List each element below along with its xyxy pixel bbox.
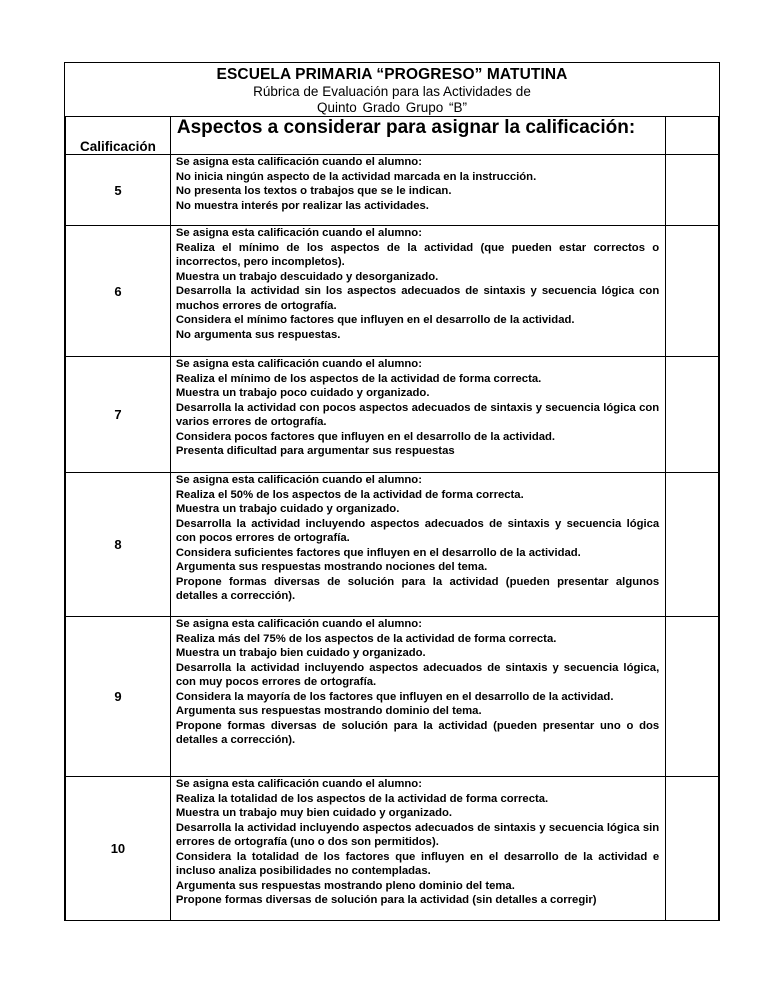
description-line: Desarrolla la actividad incluyendo aspectos adecuados de sintaxis y secuencia lógica, con muy pocos errores de ortografía.: [175, 661, 660, 688]
description-line: Se asigna esta calificación cuando el alumno:: [175, 618, 422, 630]
description-line: Muestra un trabajo descuidado y desorganizado.: [175, 270, 439, 283]
blank-cell: [666, 226, 719, 357]
description-line: No presenta los textos o trabajos que se le indican.: [175, 185, 452, 197]
description-cell: [170, 155, 665, 226]
header-aspects: Aspectos a considerar para asignar la calificación:: [170, 117, 665, 155]
description-cell: [170, 473, 665, 617]
description-line: Considera el mínimo factores que influyen en el desarrollo de la actividad.: [175, 314, 575, 326]
description-line: No muestra interés por realizar las actividades.: [175, 199, 429, 212]
grade-cell: 5: [66, 155, 171, 226]
description-line: No inicia ningún aspecto de la actividad marcada en la instrucción.: [175, 170, 537, 183]
description-line: No argumenta sus respuestas.: [175, 328, 341, 341]
blank-cell: [666, 155, 719, 226]
description-line: Se asigna esta calificación cuando el alumno:: [175, 474, 422, 486]
description-line: Argumenta sus respuestas mostrando dominio del tema.: [175, 705, 482, 717]
header-grade: Calificación: [66, 117, 171, 155]
grade-cell: 10: [66, 777, 171, 921]
description-line: Propone formas diversas de solución para la actividad (sin detalles a corregir): [175, 894, 597, 906]
blank-cell: [666, 117, 719, 155]
rubric-row: [66, 155, 719, 226]
description-line: Considera pocos factores que influyen en el desarrollo de la actividad.: [175, 430, 556, 443]
rubric-table: [65, 116, 719, 921]
description-line: Considera la totalidad de los factores que influyen en el desarrollo de la actividad e incluso analiza posibilidades no contempladas.: [175, 850, 660, 877]
description-line: Realiza el mínimo de los aspectos de la actividad (que pueden estar correctos o incorrectos, pero incompletos).: [175, 241, 660, 268]
description-line: Desarrolla la actividad sin los aspectos adecuados de sintaxis y secuencia lógica con muchos errores de ortografía.: [175, 285, 660, 312]
description-line: Se asigna esta calificación cuando el alumno:: [175, 358, 422, 370]
blank-cell: [666, 357, 719, 473]
description-cell: [170, 617, 665, 777]
description-line: Se asigna esta calificación cuando el alumno:: [175, 778, 422, 790]
grade-cell: 9: [66, 617, 171, 777]
school-name: ESCUELA PRIMARIA “PROGRESO” MATUTINA: [216, 66, 568, 83]
description-line: Desarrolla la actividad incluyendo aspectos adecuados de sintaxis y secuencia lógica con pocos errores de ortografía.: [175, 517, 660, 544]
rubric-row: [66, 357, 719, 473]
description-cell: [170, 777, 665, 921]
grade-cell: 8: [66, 473, 171, 617]
blank-cell: [666, 777, 719, 921]
description-line: Desarrolla la actividad con pocos aspectos adecuados de sintaxis y secuencia lógica con varios errores de ortografía.: [175, 401, 660, 428]
description-line: Propone formas diversas de solución para la actividad (pueden presentar algunos detalles a corrección).: [175, 575, 660, 602]
group-label: Quinto Grado Grupo “B”: [316, 100, 468, 115]
description-line: Realiza el 50% de los aspectos de la actividad de forma correcta.: [175, 488, 524, 501]
description-line: Realiza el mínimo de los aspectos de la actividad de forma correcta.: [175, 372, 542, 385]
description-cell: [170, 226, 665, 357]
description-line: Considera la mayoría de los factores que influyen en el desarrollo de la actividad.: [175, 690, 614, 703]
description-line: Desarrolla la actividad incluyendo aspectos adecuados de sintaxis y secuencia lógica sin errores de ortografía (uno o dos son permitidos).: [175, 821, 660, 848]
description-line: Muestra un trabajo cuidado y organizado.: [175, 503, 400, 515]
description-line: Se asigna esta calificación cuando el alumno:: [175, 227, 422, 239]
table-header-row: [66, 117, 719, 155]
blank-cell: [666, 473, 719, 617]
rubric-row: [66, 226, 719, 357]
blank-cell: [666, 617, 719, 777]
grade-cell: 6: [66, 226, 171, 357]
grade-cell: 7: [66, 357, 171, 473]
description-line: Realiza la totalidad de los aspectos de la actividad de forma correcta.: [175, 792, 549, 805]
rubric-row: [66, 777, 719, 921]
description-line: Muestra un trabajo bien cuidado y organizado.: [175, 647, 426, 659]
rubric-row: [66, 473, 719, 617]
rubric-row: [66, 617, 719, 777]
description-line: Argumenta sus respuestas mostrando pleno dominio del tema.: [175, 879, 515, 892]
description-line: Se asigna esta calificación cuando el alumno:: [175, 156, 422, 168]
description-line: Muestra un trabajo muy bien cuidado y organizado.: [175, 807, 453, 819]
description-cell: [170, 357, 665, 473]
rubric-subtitle: Rúbrica de Evaluación para las Actividades de: [253, 84, 531, 99]
description-line: Considera suficientes factores que influyen en el desarrollo de la actividad.: [175, 546, 581, 559]
description-line: Realiza más del 75% de los aspectos de la actividad de forma correcta.: [175, 632, 557, 645]
description-line: Argumenta sus respuestas mostrando nociones del tema.: [175, 561, 488, 573]
description-line: Muestra un trabajo poco cuidado y organizado.: [175, 387, 430, 399]
description-line: Propone formas diversas de solución para la actividad (pueden presentar uno o dos detalles a corrección).: [175, 719, 660, 746]
description-line: Presenta dificultad para argumentar sus respuestas: [175, 445, 455, 457]
rubric-document: [64, 62, 720, 921]
